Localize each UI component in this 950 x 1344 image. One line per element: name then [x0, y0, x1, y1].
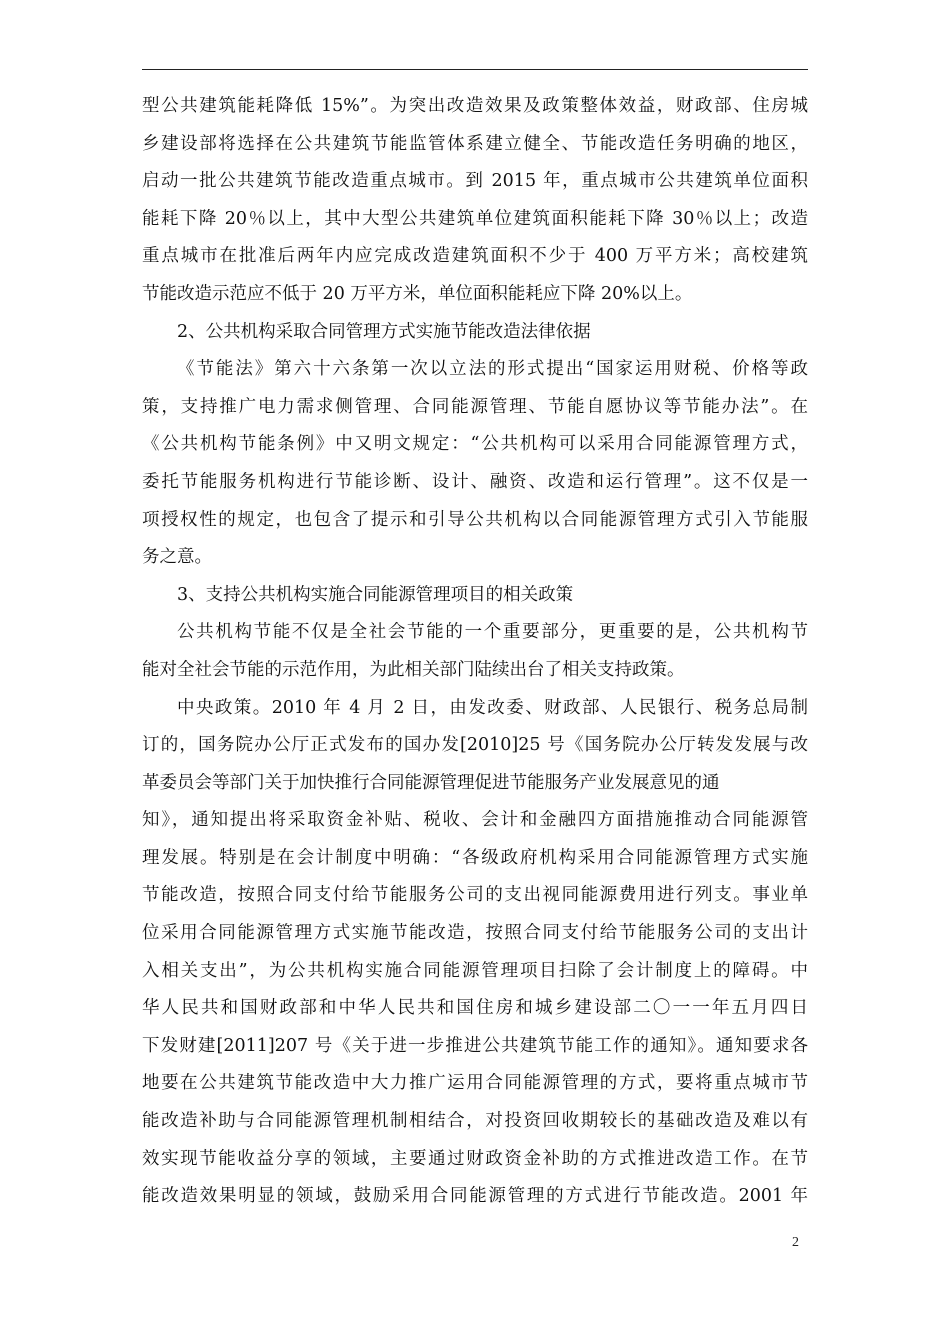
text-line: 革委员会等部门关于加快推行合同能源管理促进节能服务产业发展意见的通 [142, 772, 720, 793]
page-number: 2 [792, 1235, 799, 1250]
text-line: 效实现节能收益分享的领域，主要通过财政资金补助的方式推进改造工作。在节 [142, 1148, 808, 1169]
text-line: 务之意。 [142, 547, 212, 568]
text-line: 项授权性的规定，也包含了提示和引导公共机构以合同能源管理方式引入节能服 [142, 509, 808, 530]
text-line: 节能改造，按照合同支付给节能服务公司的支出视同能源费用进行列支。事业单 [142, 885, 808, 906]
text-line: 能对全社会节能的示范作用，为此相关部门陆续出台了相关支持政策。 [142, 659, 685, 680]
text-line: 位采用合同能源管理方式实施节能改造，按照合同支付给节能服务公司的支出计 [142, 923, 808, 944]
text-line: 策，支持推广电力需求侧管理、合同能源管理、节能自愿协议等节能办法”。在 [142, 396, 808, 417]
text-line: 订的，国务院办公厅正式发布的国办发[2010]25 号《国务院办公厅转发发展与改 [142, 735, 808, 756]
text-line: 中央政策。2010 年 4 月 2 日，由发改委、财政部、人民银行、税务总局制 [177, 697, 808, 718]
text-line: 入相关支出”，为公共机构实施合同能源管理项目扫除了会计制度上的障碍。中 [142, 960, 808, 981]
text-line: 乡建设部将选择在公共建筑节能监管体系建立健全、节能改造任务明确的地区， [142, 133, 808, 154]
text-line: 《节能法》第六十六条第一次以立法的形式提出“国家运用财税、价格等政 [177, 359, 808, 380]
text-line: 华人民共和国财政部和中华人民共和国住房和城乡建设部二〇一一年五月四日 [142, 998, 808, 1019]
header-rule [142, 69, 808, 70]
text-line: 能改造效果明显的领域，鼓励采用合同能源管理的方式进行节能改造。2001 年 [142, 1186, 808, 1207]
text-line: 公共机构节能不仅是全社会节能的一个重要部分，更重要的是，公共机构节 [177, 622, 808, 643]
section-heading: 3、支持公共机构实施合同能源管理项目的相关政策 [177, 584, 574, 605]
text-line: 能耗下降 20％以上，其中大型公共建筑单位建筑面积能耗下降 30％以上；改造 [142, 208, 808, 229]
text-line: 理发展。特别是在会计制度中明确：“各级政府机构采用合同能源管理方式实施 [142, 847, 808, 868]
document-body [142, 88, 808, 1216]
text-line: 知》，通知提出将采取资金补贴、税收、会计和金融四方面措施推动合同能源管 [142, 810, 808, 831]
section-heading: 2、公共机构采取合同管理方式实施节能改造法律依据 [177, 321, 591, 342]
text-line: 启动一批公共建筑节能改造重点城市。到 2015 年，重点城市公共建筑单位面积 [142, 171, 808, 192]
text-line: 《公共机构节能条例》中又明文规定：“公共机构可以采用合同能源管理方式， [142, 434, 808, 455]
text-line: 委托节能服务机构进行节能诊断、设计、融资、改造和运行管理”。这不仅是一 [142, 471, 808, 492]
text-line: 下发财建[2011]207 号《关于进一步推进公共建筑节能工作的通知》。通知要求各 [142, 1035, 808, 1056]
text-line: 节能改造示范应不低于 20 万平方米，单位面积能耗应下降 20%以上。 [142, 283, 693, 304]
text-line: 能改造补助与合同能源管理机制相结合，对投资回收期较长的基础改造及难以有 [142, 1111, 808, 1132]
text-line: 地要在公共建筑节能改造中大力推广运用合同能源管理的方式，要将重点城市节 [142, 1073, 808, 1094]
text-line: 重点城市在批准后两年内应完成改造建筑面积不少于 400 万平方米；高校建筑 [142, 246, 808, 267]
text-line: 型公共建筑能耗降低 15%”。为突出改造效果及政策整体效益，财政部、住房城 [142, 96, 808, 116]
